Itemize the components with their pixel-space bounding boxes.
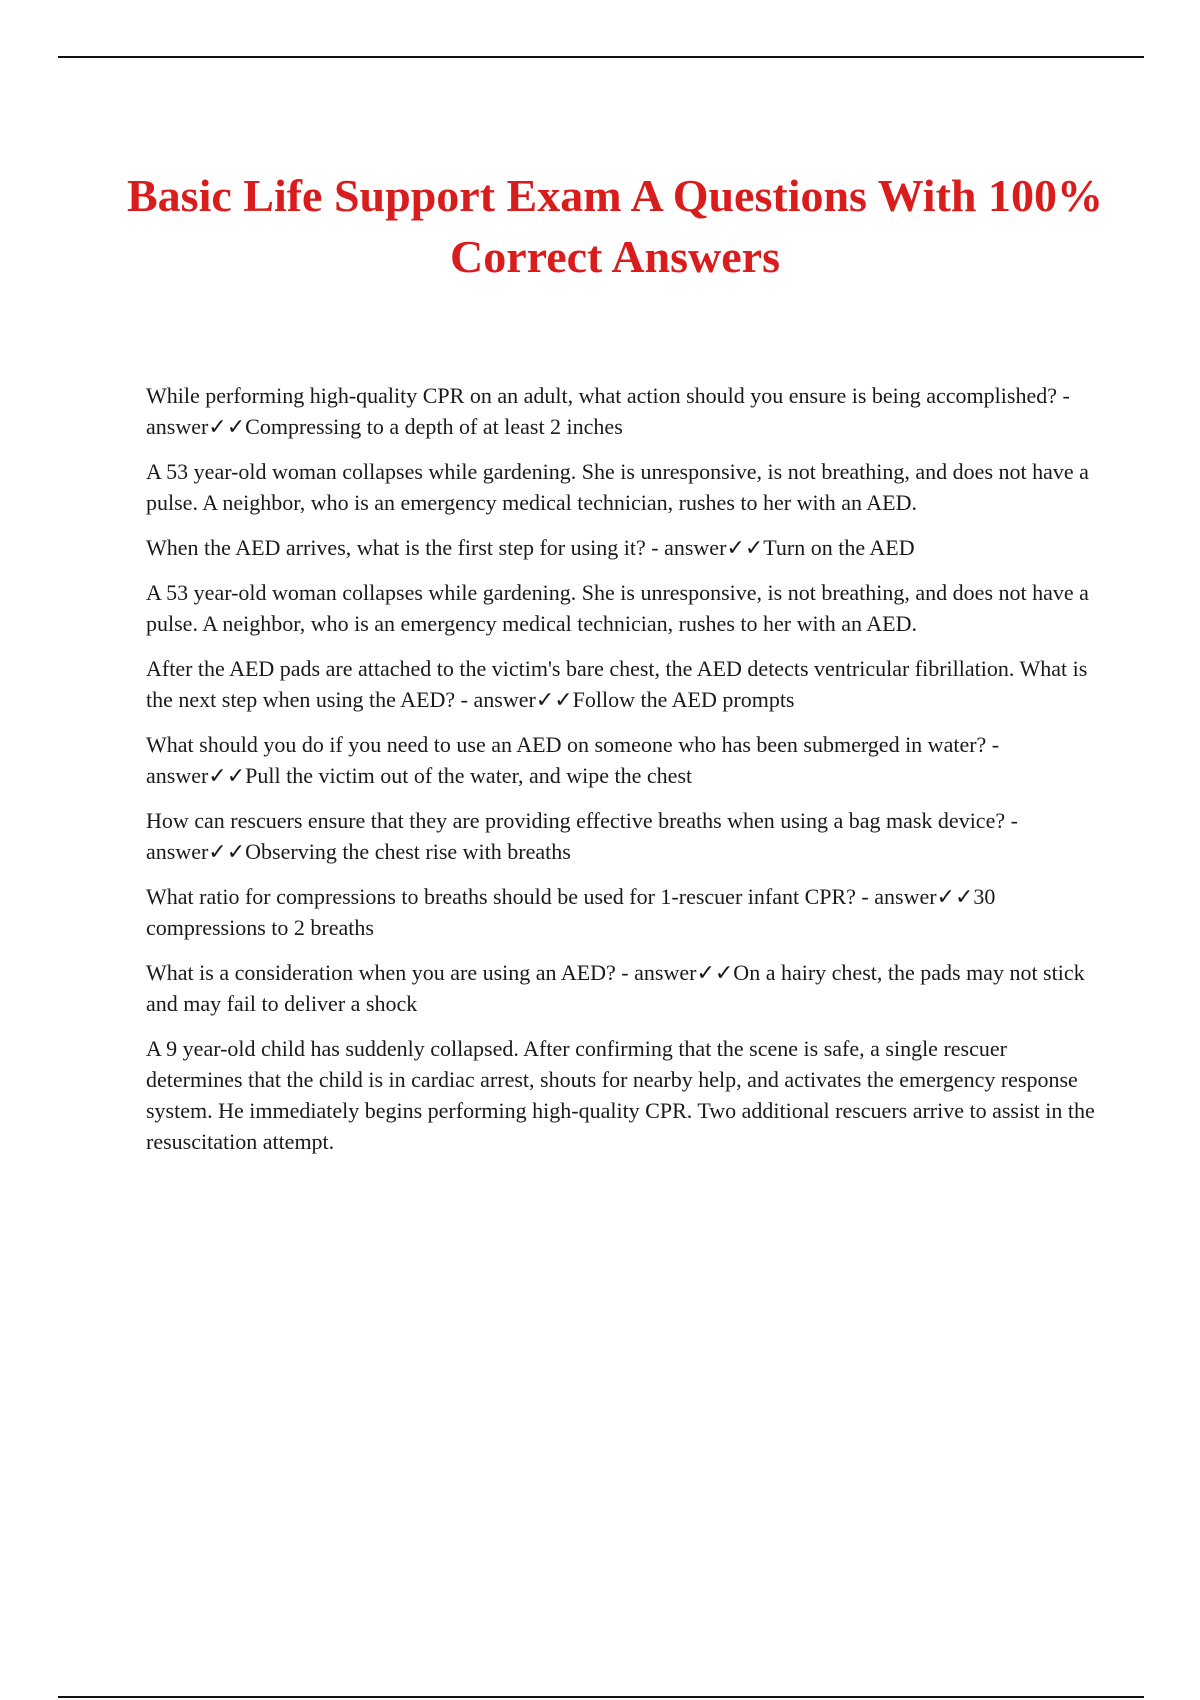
scenario-paragraph: A 53 year-old woman collapses while gardening. She is unresponsive, is not breathing, and does not have a pulse. A neighbor, who is an emergency medical technician, rushes to her with an AED. <box>146 580 1089 636</box>
question-paragraph: After the AED pads are attached to the victim's bare chest, the AED detects ventricular fibrillation. What is the next step when using the AED? - answer✓✓Follow the AED prompts <box>146 656 1088 712</box>
question-paragraph: What ratio for compressions to breaths should be used for 1-rescuer infant CPR? - answer✓✓30 compressions to 2 breaths <box>146 884 996 940</box>
question-paragraph: When the AED arrives, what is the first step for using it? - answer✓✓Turn on the AED <box>146 535 915 560</box>
question-paragraph: What is a consideration when you are using an AED? - answer✓✓On a hairy chest, the pads may not stick and may fail to deliver a shock <box>146 960 1085 1016</box>
document-title: Basic Life Support Exam A Questions With 100% Correct Answers <box>127 170 1103 282</box>
document-body <box>146 380 1096 1171</box>
question-paragraph: What should you do if you need to use an AED on someone who has been submerged in water? - answer✓✓Pull the victim out of the water, and wipe the chest <box>146 732 1000 788</box>
question-paragraph: While performing high-quality CPR on an adult, what action should you ensure is being accomplished? - answer✓✓Compressing to a depth of at least 2 inches <box>146 383 1070 439</box>
header-rule <box>58 56 1144 58</box>
footer-rule <box>58 1696 1144 1698</box>
scenario-paragraph: A 53 year-old woman collapses while gardening. She is unresponsive, is not breathing, and does not have a pulse. A neighbor, who is an emergency medical technician, rushes to her with an AED. <box>146 459 1089 515</box>
question-paragraph: How can rescuers ensure that they are providing effective breaths when using a bag mask device? - answer✓✓Observing the chest rise with breaths <box>146 808 1018 864</box>
scenario-paragraph: A 9 year-old child has suddenly collapsed. After confirming that the scene is safe, a single rescuer determines that the child is in cardiac arrest, shouts for nearby help, and activates the emergency response system. He immediately begins performing high-quality CPR. Two additional rescuers arrive to assist in the resuscitation attempt. <box>146 1036 1095 1154</box>
